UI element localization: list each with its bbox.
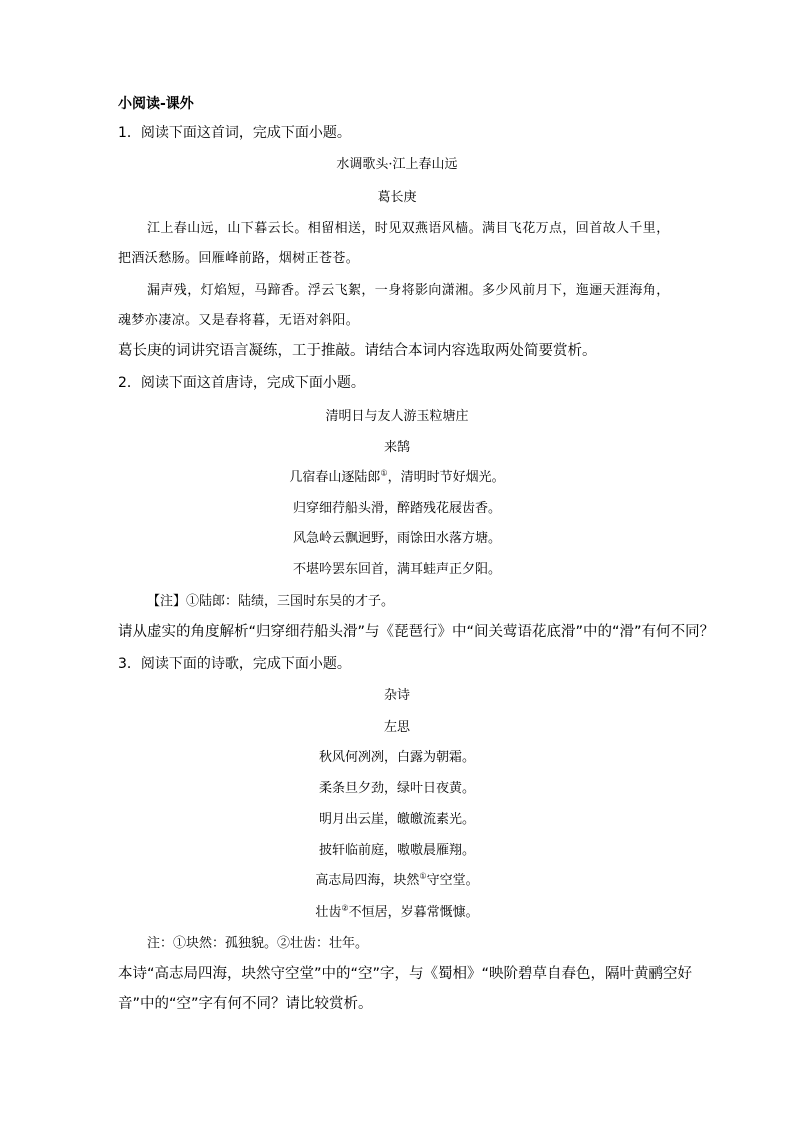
question-2-poem-line-2: 归穿细荇船头滑，醉踏残花屐齿香。 [292, 501, 501, 516]
question-1-prompt: 1．阅读下面这首词，完成下面小题。 [118, 125, 351, 141]
question-2-poem-line-4: 不堪吟罢东回首，满耳蛙声正夕阳。 [292, 562, 501, 577]
poem-text: 几宿春山逐陆郎 [289, 470, 381, 485]
footnote-label: 【注】 [147, 594, 187, 609]
footnote-marker: ② [341, 903, 349, 913]
question-3-poem-line-4: 披轩临前庭，嗷嗷晨雁翔。 [318, 843, 475, 858]
question-2-poem-line-1 [0, 468, 794, 485]
question-2-footnote [147, 595, 394, 608]
footnote-text: ①陆郎：陆绩，三国时东吴的才子。 [186, 594, 395, 609]
question-3-poem-line-1: 秋风何冽冽，白露为朝霜。 [318, 750, 475, 765]
question-2-poem-title: 清明日与友人游玉粒塘庄 [325, 409, 469, 424]
poem-text: ，清明时节好烟光。 [387, 470, 505, 485]
question-3-poem-line-2: 柔条旦夕劲，绿叶日夜黄。 [318, 781, 475, 796]
question-3-task-line-2: 音”中的“空”字有何不同？请比较赏析。 [118, 996, 373, 1012]
footnote-marker: ① [419, 871, 427, 881]
question-1-stanza-1-line-1: 江上春山远，山下暮云长。相留相送，时见双燕语风樯。满目飞花万点，回首故人千里， [147, 221, 670, 236]
question-1-stanza-2-line-1: 漏声残，灯焰短，马蹄香。浮云飞絮，一身将影向潇湘。多少风前月下，迤逦天涯海角， [147, 283, 670, 298]
question-3-task-line-1: 本诗“高志局四海，块然守空堂”中的“空”字，与《蜀相》“映阶碧草自春色，隔叶黄鹂空好 [118, 966, 693, 982]
question-1-poem-title: 水调歌头·江上春山远 [336, 157, 458, 172]
poem-text: 高志局四海，块然 [315, 873, 420, 888]
question-3-footnote: 注：①块然：孤独貌。②壮齿：壮年。 [147, 936, 369, 951]
question-3-poem-line-3: 明月出云崖，皦皦流素光。 [318, 812, 475, 827]
question-1-poem-author: 葛长庚 [377, 190, 417, 205]
question-1-stanza-1-line-2: 把酒沃愁肠。回雁峰前路，烟树正苍苍。 [118, 251, 360, 266]
poem-text: 不恒居，岁暮常慨慷。 [348, 905, 479, 920]
question-3-poem-title: 杂诗 [383, 688, 410, 703]
question-2-task: 请从虚实的角度解析“归穿细荇船头滑”与《琵琶行》中“间关莺语花底滑”中的“滑”有何不同？ [118, 624, 715, 640]
poem-text: 壮齿 [315, 905, 342, 920]
poem-text: 守空堂。 [426, 873, 479, 888]
question-2-prompt: 2．阅读下面这首唐诗，完成下面小题。 [118, 375, 365, 391]
question-1-stanza-2-line-2: 魂梦亦凄凉。又是春将暮，无语对斜阳。 [118, 313, 360, 328]
question-1-task: 葛长庚的词讲究语言凝练，工于推敲。请结合本词内容选取两处简要赏析。 [118, 343, 597, 359]
section-heading: 小阅读-课外 [118, 96, 194, 112]
question-3-poem-author: 左思 [383, 720, 410, 735]
question-3-poem-line-6 [0, 903, 794, 920]
question-3-prompt: 3．阅读下面的诗歌，完成下面小题。 [118, 656, 351, 672]
question-2-poem-line-3: 风急岭云飘迥野，雨馀田水落方塘。 [292, 531, 501, 546]
question-3-poem-line-5 [0, 871, 794, 888]
question-2-poem-author: 来鹄 [383, 440, 410, 455]
footnote-marker: ① [380, 468, 388, 478]
